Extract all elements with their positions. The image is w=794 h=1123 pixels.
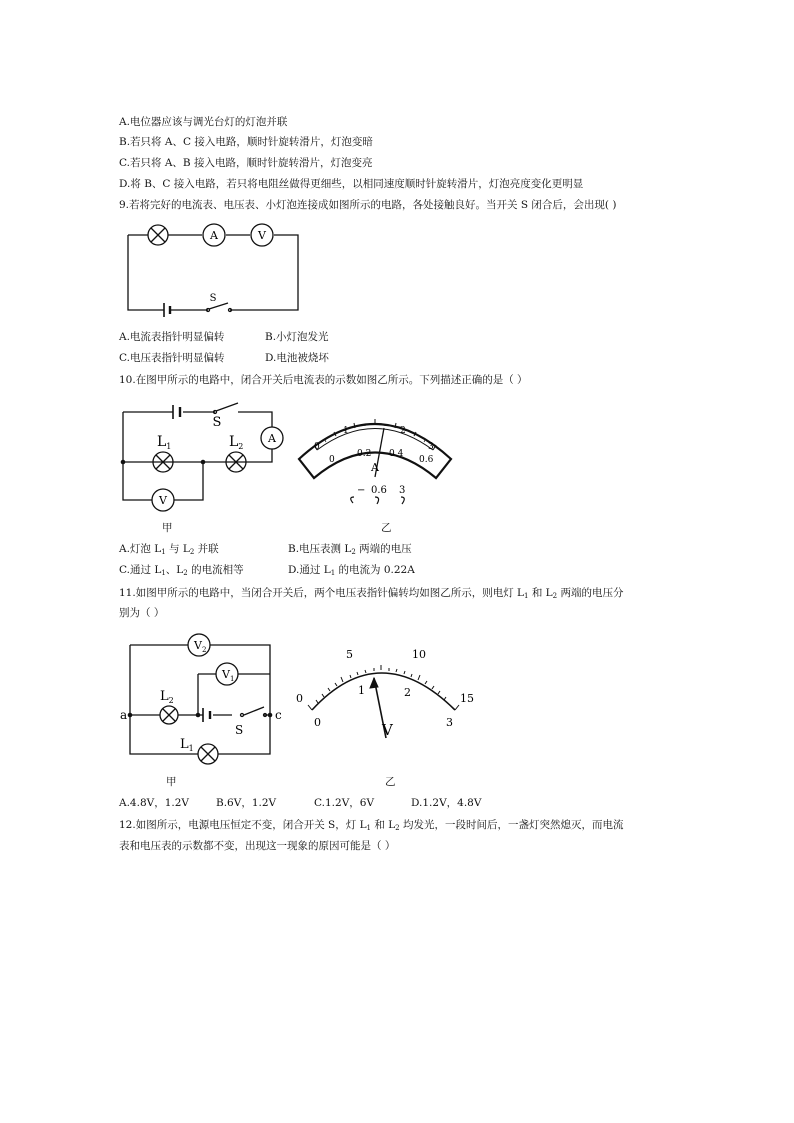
q10-stem: 10.在图甲所示的电路中，闭合开关后电流表的示数如图乙所示。下列描述正确的是（ ）	[119, 374, 528, 386]
q10-l1-label: $L_1$	[157, 434, 172, 451]
q9-option-d: D.电池被烧坏	[265, 352, 329, 364]
q10-ammeter-dial-yi	[295, 405, 455, 505]
q10-voltmeter-label: V	[159, 494, 167, 507]
q11-dial-top-5: 5	[346, 648, 353, 661]
q11-caption-yi: 乙	[385, 776, 396, 788]
q11-dial-top-10: 10	[412, 648, 426, 661]
q10-switch-label: S	[212, 415, 222, 430]
q10-terminal-neg: −	[357, 485, 366, 496]
q11-dial-bottom-3: 3	[446, 716, 453, 729]
q9-option-c: C.电压表指针明显偏转	[119, 352, 225, 364]
q8-option-a: A.电位器应该与调光台灯的灯泡并联	[119, 116, 288, 128]
q10-option-d: D.通过 $L_1$ 的电流为 0.22A	[288, 564, 415, 577]
q11-stem-line1: 11.如图甲所示的电路中，当闭合开关后，两个电压表指针偏转均如图乙所示，则电灯 $L_1$ 和 $L_2$ 两端的电压分	[119, 587, 624, 600]
q11-dial-top-15: 15	[460, 692, 474, 705]
q10-dial-bottom-3: 0.6	[419, 455, 434, 465]
q9-stem: 9.若将完好的电流表、电压表、小灯泡连接成如图所示的电路，各处接触良好。当开关 S 闭合后，会出现( )	[119, 199, 617, 211]
q8-option-d: D.将 B、C 接入电路，若只将电阻丝做得更细些，以相同速度顺时针旋转滑片，灯泡亮度变化更明显	[119, 178, 584, 190]
q11-option-b: B.6V，1.2V	[216, 797, 277, 809]
q10-dial-unit: A	[371, 461, 379, 474]
q9-voltmeter-label: V	[258, 229, 266, 242]
q10-option-c: C.通过 $L_1$、$L_2$ 的电流相等	[119, 564, 244, 577]
q10-dial-top-2: 2	[400, 426, 406, 436]
q11-option-c: C.1.2V，6V	[314, 797, 375, 809]
q10-l2-label: $L_2$	[229, 434, 244, 451]
q9-option-b: B.小灯泡发光	[265, 331, 329, 343]
q9-option-a: A.电流表指针明显偏转	[119, 331, 225, 343]
q11-node-a: a	[120, 708, 128, 722]
q10-caption-jia: 甲	[162, 522, 173, 534]
q9-ammeter-label: A	[210, 229, 218, 242]
q11-dial-bottom-2: 2	[404, 686, 411, 699]
q10-caption-yi: 乙	[381, 522, 392, 534]
q10-dial-top-3: 3	[428, 442, 434, 452]
q11-voltmeter-dial-yi	[290, 640, 490, 740]
q11-circuit-jia	[118, 630, 288, 770]
q10-option-a: A.灯泡 $L_1$ 与 $L_2$ 并联	[119, 543, 219, 556]
q11-v1-label: $V_1$	[222, 668, 235, 683]
q8-option-b: B.若只将 A、C 接入电路，顺时针旋转滑片，灯泡变暗	[119, 136, 373, 148]
q10-dial-bottom-1: 0.2	[357, 449, 372, 459]
q10-option-b: B.电压表测 $L_2$ 两端的电压	[288, 543, 412, 556]
q11-dial-bottom-1: 1	[358, 684, 365, 697]
q8-option-c: C.若只将 A、B 接入电路，顺时针旋转滑片，灯泡变亮	[119, 157, 373, 169]
q10-terminal-06: 0.6	[371, 485, 387, 496]
q10-terminal-3: 3	[399, 485, 406, 496]
q11-l2-label: $L_2$	[160, 689, 174, 705]
q10-dial-bottom-0: 0	[329, 455, 335, 465]
q11-v2-label: $V_2$	[194, 639, 207, 654]
q11-dial-bottom-0: 0	[314, 716, 321, 729]
q9-switch-label: S	[209, 293, 217, 304]
q11-stem-line2: 别为（ ）	[119, 607, 165, 619]
q9-circuit-diagram	[120, 218, 310, 318]
q11-caption-jia: 甲	[166, 776, 177, 788]
q10-circuit-jia	[118, 400, 290, 515]
q10-ammeter-label: A	[268, 432, 276, 445]
q11-dial-unit: V	[382, 721, 393, 739]
q10-dial-bottom-2: 0.4	[389, 449, 404, 459]
q11-switch-label: S	[235, 723, 244, 737]
q10-dial-top-0: 0	[314, 442, 320, 452]
q11-l1-label: $L_1$	[180, 737, 194, 753]
q11-option-a: A.4.8V，1.2V	[119, 797, 189, 809]
q11-dial-top-0: 0	[296, 692, 303, 705]
q11-option-d: D.1.2V，4.8V	[411, 797, 482, 809]
q11-node-c: c	[275, 708, 282, 722]
q12-stem-line2: 表和电压表的示数都不变，出现这一现象的原因可能是（ ）	[119, 840, 396, 852]
q12-stem-line1: 12.如图所示，电源电压恒定不变，闭合开关 S，灯 $L_1$ 和 $L_2$ 均发光，一段时间后，一盏灯突然熄灭，而电流	[119, 819, 624, 832]
q10-dial-top-1: 1	[343, 426, 349, 436]
